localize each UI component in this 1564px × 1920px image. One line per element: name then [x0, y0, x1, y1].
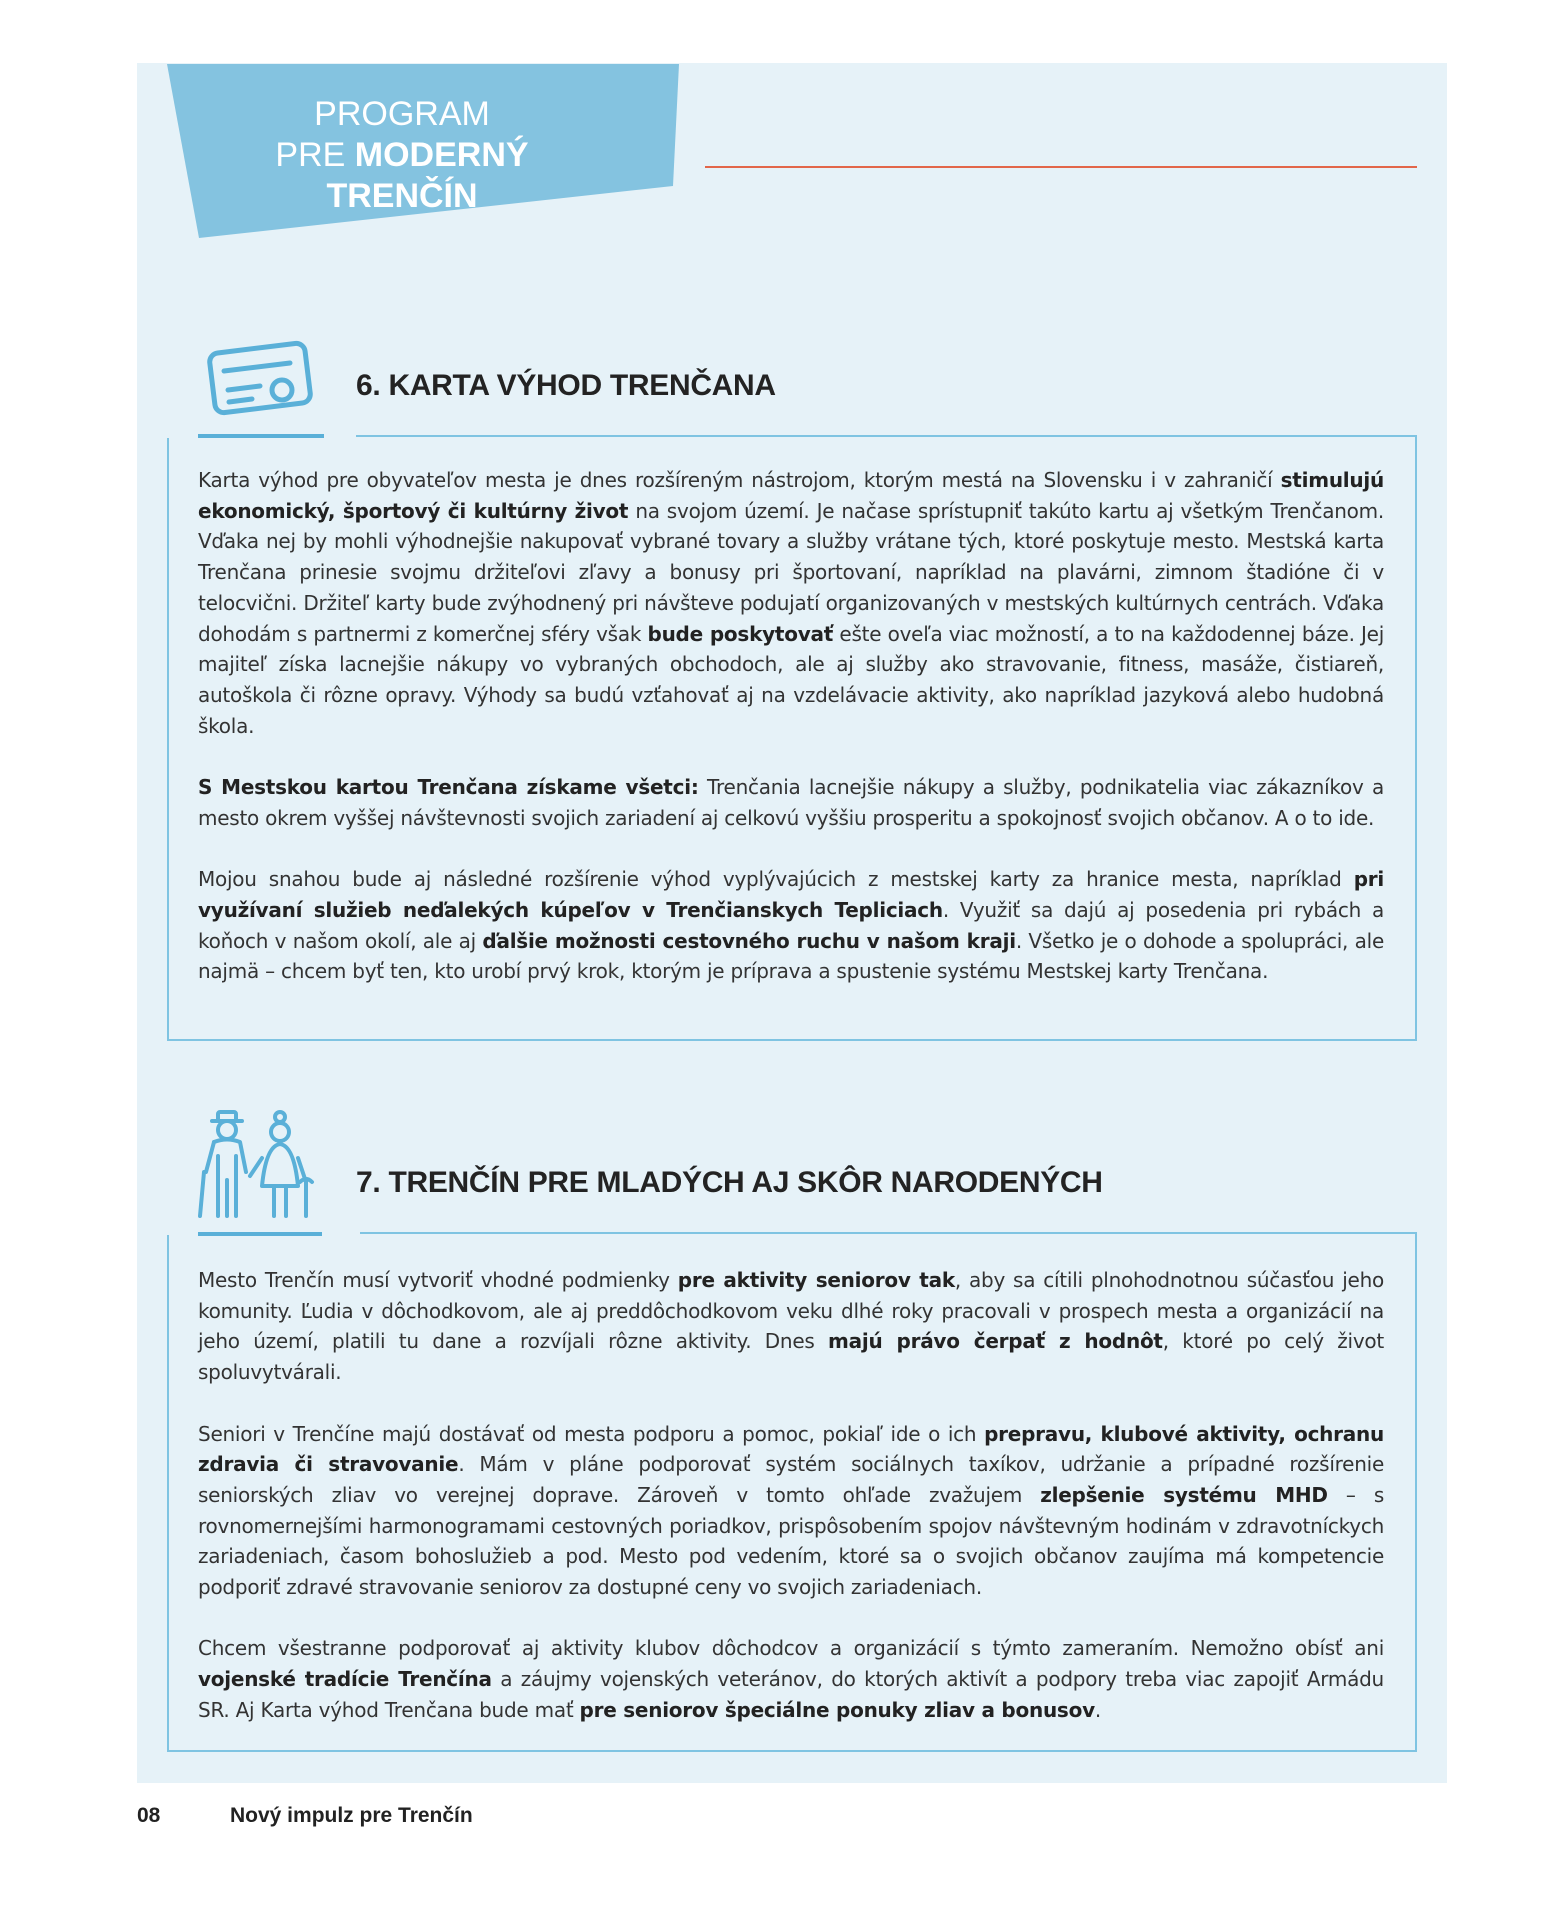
bold-text: S Mestskou kartou Trenčana získame všetci:	[198, 775, 699, 800]
benefit-card-icon	[204, 338, 316, 422]
text-run: a záujmy vojenských veteránov, do ktorých aktivít a podpory treba viac zapojiť Armádu SR. Aj Karta výhod Trenčana bude mať	[198, 1667, 1384, 1722]
section-6-body	[198, 465, 1384, 987]
text-run: . Mám v pláne podporovať systém sociálnych taxíkov, udržanie a prípadné rozšírenie seniorských zliav vo verejnej doprave. Zároveň v tomto ohľade zvažujem	[198, 1452, 1384, 1507]
banner-title	[217, 94, 587, 217]
paragraph	[198, 1419, 1384, 1603]
text-run: ešte oveľa viac možností, a to na každodennej báze. Jej majiteľ získa lacnejšie nákupy vo vybraných obchodoch, ale aj služby ako stravovanie, fitness, masáže, čistiareň, autoškola či rôzne opravy. Výhody sa budú vzťahovať aj na vzdelávacie aktivity, ako napríklad jazyková alebo hudobná škola.	[198, 621, 1385, 738]
paragraph	[198, 1633, 1384, 1725]
banner-line-2-regular: PRE	[275, 136, 355, 174]
paragraph	[198, 465, 1384, 741]
bold-text: stimulujú ekonomický, športový či kultúrny život	[198, 468, 1384, 523]
bold-text: vojenské tradície Trenčína	[198, 1667, 492, 1692]
paragraph	[198, 864, 1384, 987]
section-6-icon-underline	[198, 434, 324, 438]
banner-line-2	[217, 135, 587, 217]
section-7-body	[198, 1265, 1384, 1726]
text-run: Mojou snahou bude aj následné rozšírenie výhod vyplývajúcich z mestskej karty za hranice mesta, napríklad	[198, 867, 1354, 892]
text-run: , aby sa cítili plnohodnotnou súčasťou jeho komunity. Ľudia v dôchodkovom, ale aj preddôchodkovom veku dlhé roky pracovali v prospech mesta a organizácií na jeho území, platili tu dane a rozvíjali rôzne aktivity. Dnes	[198, 1268, 1385, 1354]
text-run: , ktoré po celý život spoluvytvárali.	[198, 1329, 1384, 1385]
text-run: Seniori v Trenčíne majú dostávať od mesta podporu a pomoc, pokiaľ ide o ich	[198, 1421, 985, 1446]
text-run: .	[1094, 1697, 1101, 1722]
text-run: Karta výhod pre obyvateľov mesta je dnes rozšíreným nástrojom, ktorým mestá na Slovensku i v zahraničí	[198, 468, 1281, 492]
paragraph	[198, 1265, 1384, 1388]
bold-text: pre seniorov špeciálne ponuky zliav a bonusov	[579, 1697, 1095, 1722]
section-7-icon-underline	[198, 1232, 322, 1236]
bold-text: majú právo čerpať z hodnôt	[828, 1329, 1163, 1354]
text-run: . Využiť sa dajú aj posedenia pri rybách a koňoch v našom okolí, ale aj	[198, 897, 1384, 953]
text-run: Mesto Trenčín musí vytvoriť vhodné podmienky	[198, 1268, 678, 1292]
banner-line-1: PROGRAM	[314, 95, 490, 133]
paragraph	[198, 772, 1384, 833]
text-run: – s rovnomernejšími harmonogramami cestovných poriadkov, prispôsobením spojov návštevným hodinám v zdravotníckych zariadeniach, časom bohoslužieb a pod. Mesto pod vedením, ktoré sa o svojich občanov zaujíma má kompetencie podporiť zdravé stravovanie seniorov za dostupné ceny vo svojich zariadeniach.	[198, 1482, 1385, 1600]
section-6-heading: 6. KARTA VÝHOD TRENČANA	[356, 369, 776, 402]
section-7-heading: 7. TRENČÍN PRE MLADÝCH AJ SKÔR NARODENÝCH	[356, 1166, 1103, 1199]
bold-text: pre aktivity seniorov tak	[677, 1268, 955, 1292]
bold-text: pri využívaní služieb neďalekých kúpeľov v Trenčianskych Tepliciach	[198, 867, 1384, 922]
page-number: 08	[137, 1804, 161, 1827]
bold-text: prepravu, klubové aktivity, ochranu zdravia či stravovanie	[198, 1421, 1384, 1477]
text-run: Chcem všestranne podporovať aj aktivity klubov dôchodcov a organizácií s týmto zameraním. Nemožno obísť ani	[198, 1636, 1384, 1661]
seniors-icon	[196, 1110, 328, 1228]
program-banner	[167, 64, 679, 238]
text-run: na svojom území. Je načase sprístupniť takúto kartu aj všetkým Trenčanom. Vďaka nej by mohli výhodnejšie nakupovať vybrané tovary a služby vrátane tých, ktoré poskytuje mesto. Mestská karta Trenčana prinesie svojmu držiteľovi zľavy a bonusy pri športovaní, napríklad na plavárni, zimnom štadióne či v telocvični. Držiteľ karty bude zvýhodnený pri návšteve podujatí organizovaných v mestských kultúrnych centrách. Vďaka dohodám s partnermi z komerčnej sféry však	[198, 498, 1384, 646]
text-run: . Všetko je o dohode a spolupráci, ale najmä – chcem byť ten, kto urobí prvý krok, ktorým je príprava a spustenie systému Mestskej karty Trenčana.	[198, 928, 1385, 984]
bold-text: zlepšenie systému MHD	[1040, 1482, 1328, 1507]
header-accent-rule	[705, 166, 1417, 168]
banner-line-2-bold: MODERNÝ TRENČÍN	[326, 136, 529, 215]
text-run: Trenčania lacnejšie nákupy a služby, podnikatelia viac zákazníkov a mesto okrem vyššej návštevnosti svojich zariadení aj celkovú vyššiu prosperitu a spokojnosť svojich občanov. A o to ide.	[198, 775, 1384, 830]
bold-text: ďalšie možnosti cestovného ruchu v našom kraji	[482, 928, 1016, 953]
footer-title: Nový impulz pre Trenčín	[230, 1804, 473, 1827]
bold-text: bude poskytovať	[647, 621, 834, 646]
